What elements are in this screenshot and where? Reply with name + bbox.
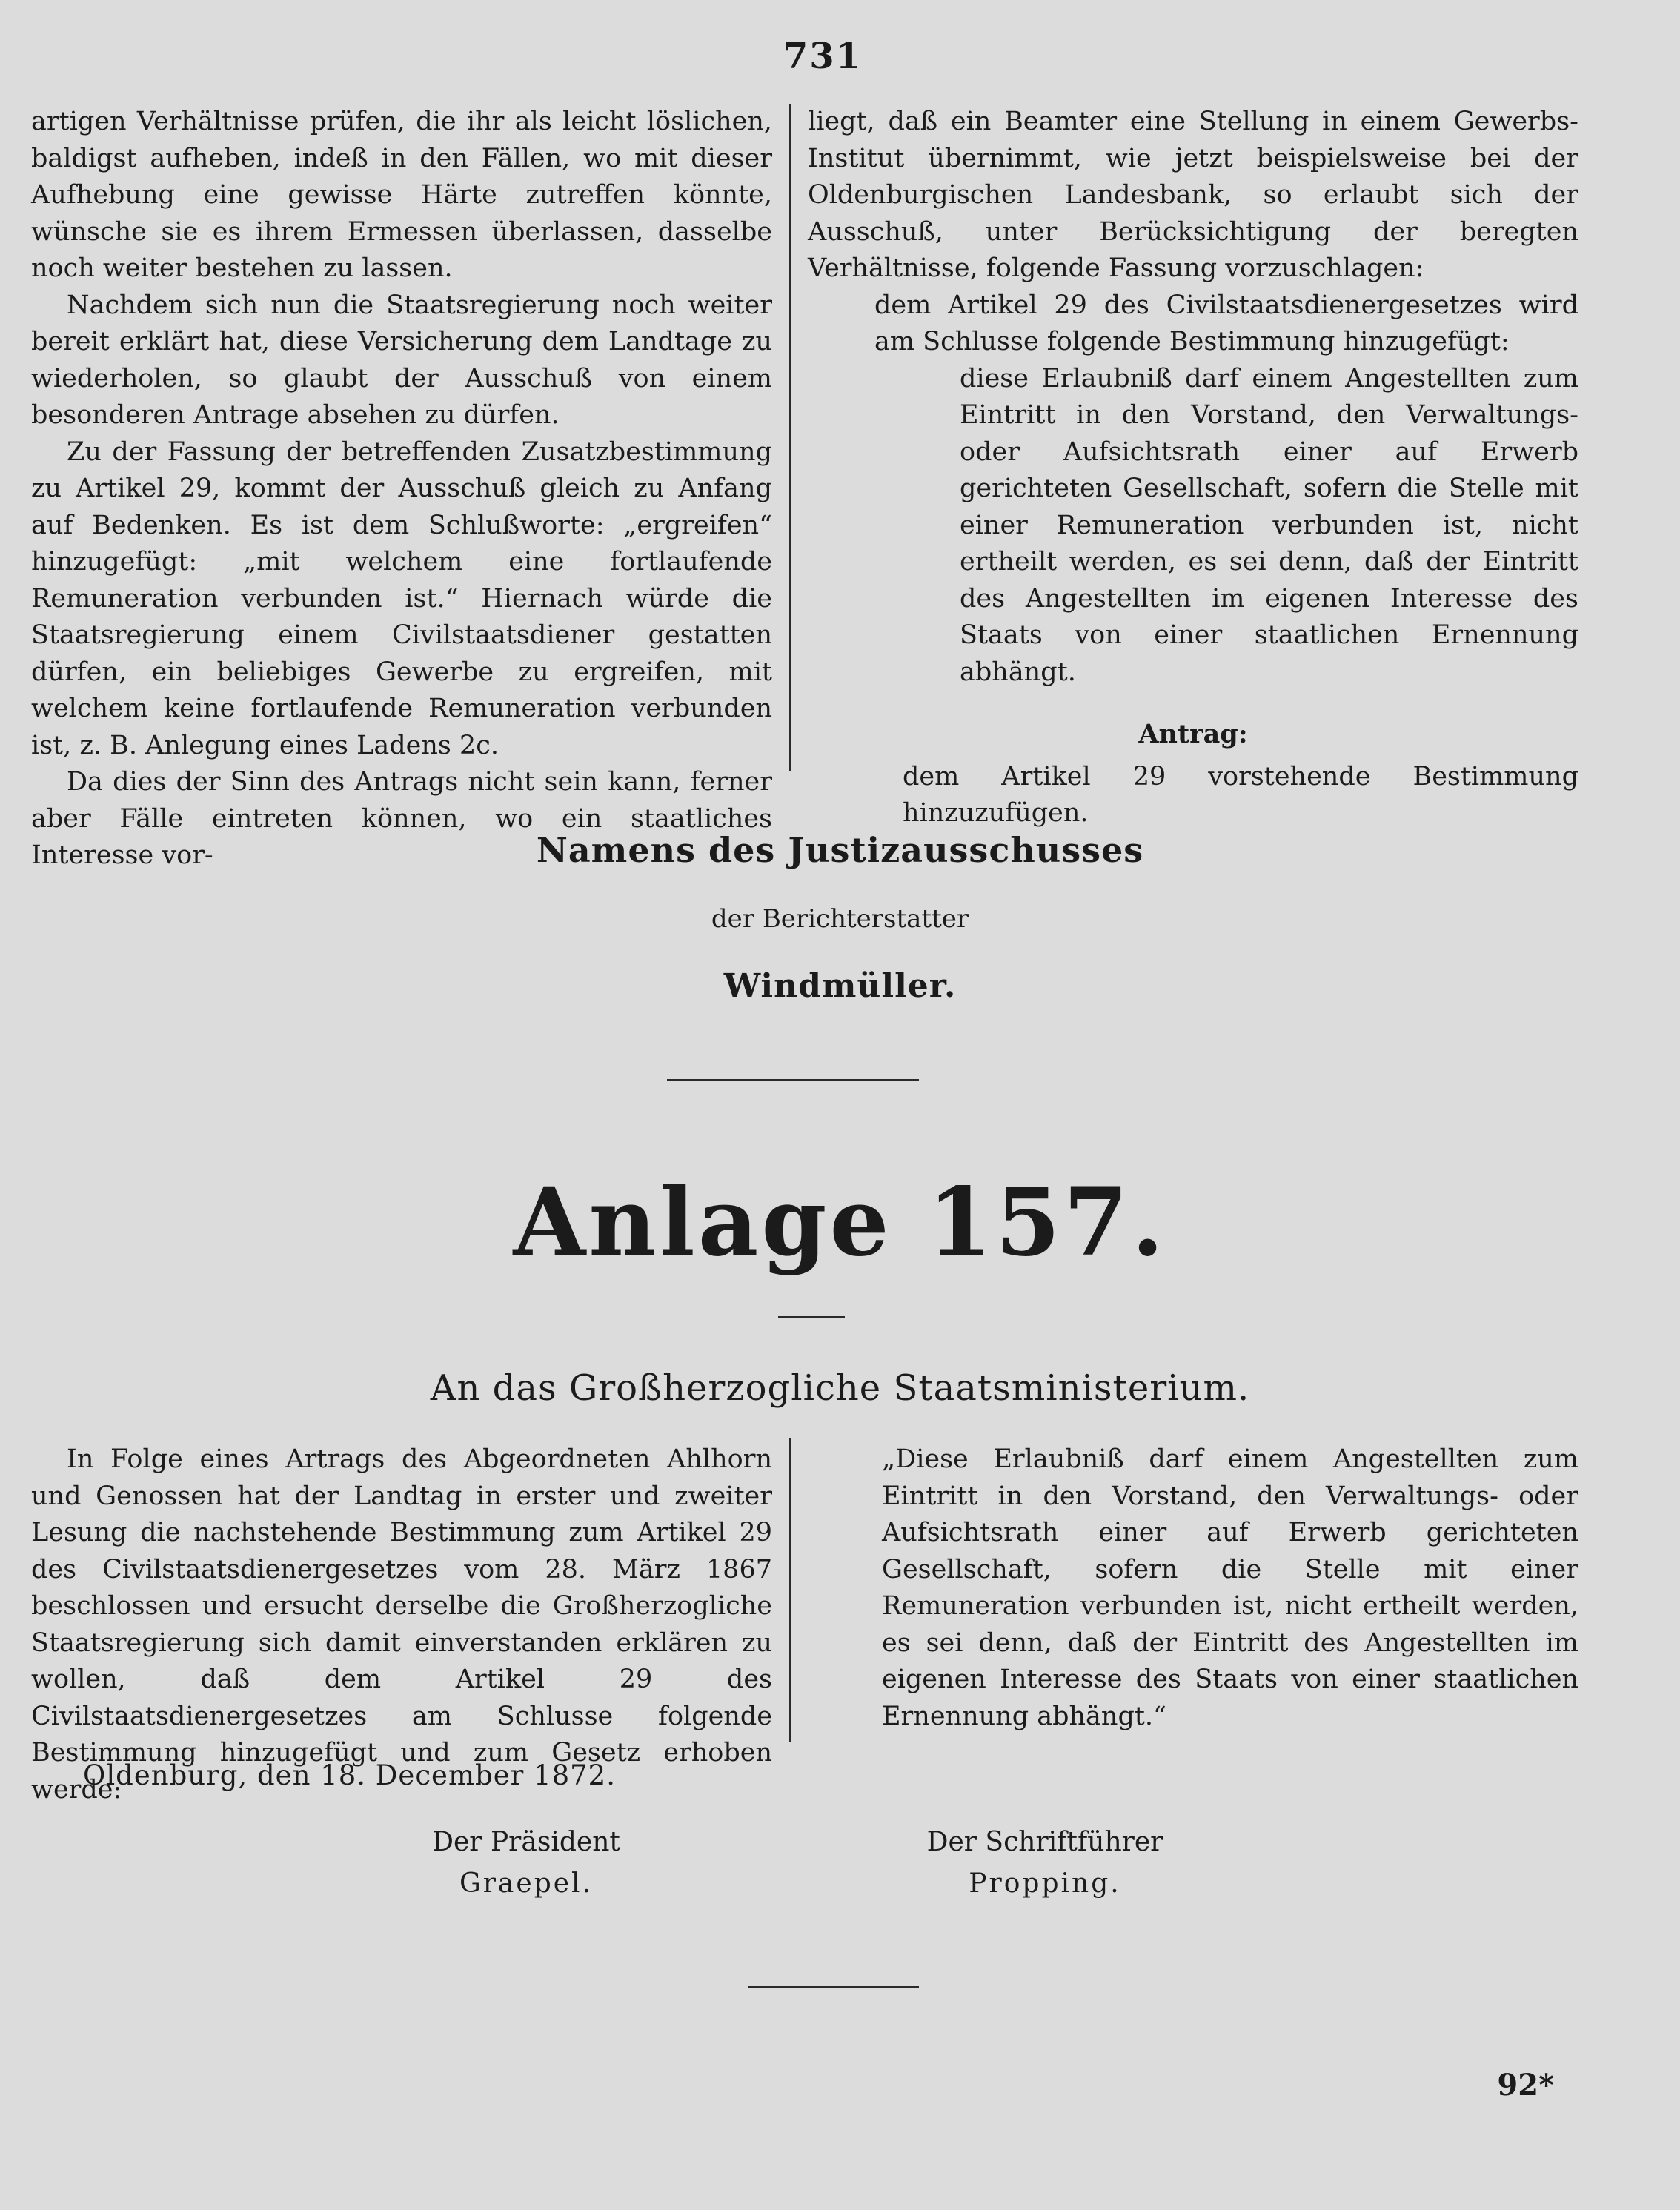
anlage-title: Anlage 157. [513,1167,1167,1277]
footer-mark: 92* [1497,2068,1554,2103]
left-column-bottom [31,1441,772,1808]
antrag-text: dem Artikel 29 vorstehende Bestimmung hinzuzufügen. [903,761,1578,828]
paragraph: Nachdem sich nun die Staatsregierung noch weiter bereit erklärt hat, diese Versicherung dem Landtage zu wiederholen, so glaubt der Ausschuß von einem besonderen Antrage absehen zu dürfen. [31,290,772,430]
president-signature [415,1822,637,1905]
secretary-title: Der Schriftführer [926,1827,1163,1857]
proposal-intro: dem Artikel 29 des Civilstaatsdienergesetzes wird am Schlusse folgende Bestimmung hinzugefügt: [874,290,1578,356]
left-column-top [31,104,772,875]
secretary-signature [904,1822,1186,1905]
secretary-name: Propping. [969,1868,1121,1899]
right-column-top [808,104,1578,832]
place-date: Oldenburg, den 18. December 1872. [83,1759,616,1791]
title-divider [778,1316,845,1318]
committee-title: Namens des Justizausschusses [536,830,1144,870]
column-divider-bottom [789,1438,791,1742]
addressee: An das Großherzogliche Staatsministerium. [430,1367,1250,1409]
committee-reporter-name: Windmüller. [723,967,957,1005]
proposal-text: diese Erlaubniß darf einem Angestellten zum Eintritt in den Vorstand, den Verwaltungs- oder Aufsichtsrath einer auf Erwerb gerichteten Gesellschaft, sofern die Stelle mit einer Remuneration verbunden ist, nicht ertheilt werden, es sei denn, daß der Eintritt des Angestellten im eigenen Interesse des Staats von einer staatlichen Ernennung abhängt. [960,363,1578,687]
page-number: 731 [783,36,863,77]
quoted-provision: „Diese Erlaubniß darf einem Angestellten zum Eintritt in den Vorstand, den Verwaltungs- oder Aufsichtsrath einer auf Erwerb gerichteten Gesellschaft, sofern die Stelle mit einer Remuneration verbunden ist, nicht ertheilt werden, es sei denn, daß der Eintritt des Angestellten im eigenen Interesse des Staats von einer staatlichen Ernennung abhängt.“ [882,1444,1578,1731]
section-divider [667,1079,919,1081]
antrag-heading: Antrag: [1138,719,1248,749]
right-column-bottom [882,1441,1578,1735]
paragraph: Da dies der Sinn des Antrags nicht sein kann, ferner aber Fälle eintreten können, wo ein staatliches Interesse vor- [31,767,772,870]
paragraph: liegt, daß ein Beamter eine Stellung in einem Gewerbs-Institut übernimmt, wie jetzt beispielsweise bei der Oldenburgischen Landesbank, so erlaubt sich der Ausschuß, unter Berücksichtigung der beregten Verhältnisse, folgende Fassung vorzuschlagen: [808,107,1578,283]
president-name: Graepel. [459,1868,594,1899]
closing-divider [748,1986,919,1988]
paragraph: In Folge eines Artrags des Abgeordneten Ahlhorn und Genossen hat der Landtag in erster und zweiter Lesung die nachstehende Bestimmung zum Artikel 29 des Civilstaatsdienergesetzes vom 28. März 1867 beschlossen und ersucht derselbe die Großherzogliche Staatsregierung sich damit einverstanden erklären zu wollen, daß dem Artikel 29 des Civilstaatsdienergesetzes am Schlusse folgende Bestimmung hinzugefügt und zum Gesetz erhoben werde: [31,1444,772,1805]
paragraph: artigen Verhältnisse prüfen, die ihr als leicht löslichen, baldigst aufheben, indeß in den Fällen, wo mit dieser Aufhebung eine gewisse Härte zutreffen könnte, wünsche sie es ihrem Ermessen überlassen, dasselbe noch weiter bestehen zu lassen. [31,107,772,283]
paragraph: Zu der Fassung der betreffenden Zusatzbestimmung zu Artikel 29, kommt der Ausschuß gleich zu Anfang auf Bedenken. Es ist dem Schlußworte: „ergreifen“ hinzugefügt: „mit welchem eine fortlaufende Remuneration verbunden ist.“ Hiernach würde die Staatsregierung einem Civilstaatsdiener gestatten dürfen, ein beliebiges Gewerbe zu ergreifen, mit welchem keine fortlaufende Remuneration verbunden ist, z. B. Anlegung eines Ladens 2c. [31,437,772,760]
committee-role: der Berichterstatter [711,904,969,934]
president-title: Der Präsident [432,1827,620,1857]
column-divider [789,104,791,771]
